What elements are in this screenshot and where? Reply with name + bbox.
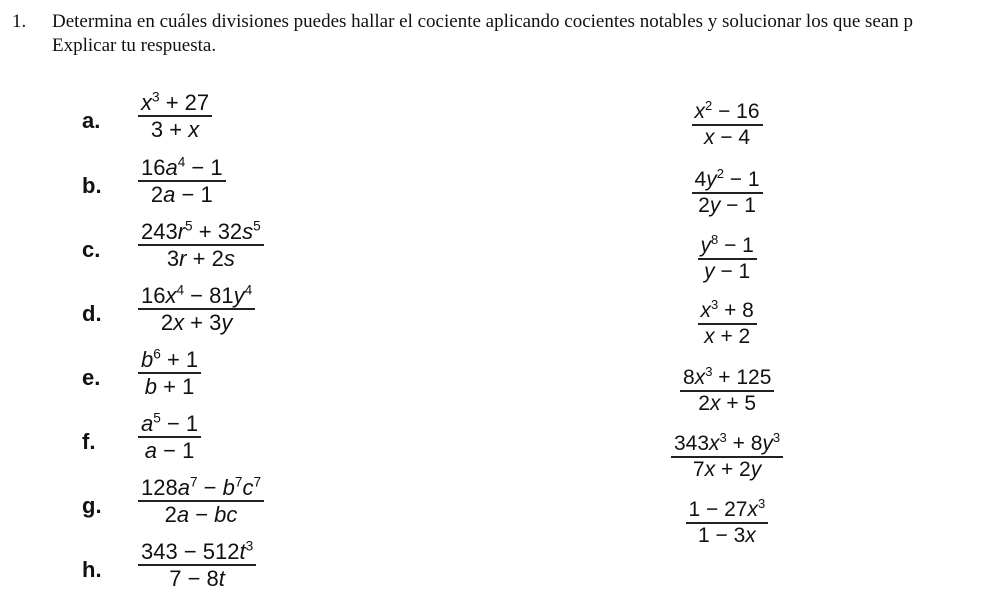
instruction-line-1: Determina en cuáles divisiones puedes hallar el cociente aplicando cocientes notables y solucionar los que sean p [52,11,914,32]
numerator: $343x^3 + 8y^3$ [674,429,781,455]
denominator: 7 − 8t [169,566,225,592]
numerator: $243r^5 + 32s^5$ [141,218,261,244]
instruction-line-2: Explicar tu respuesta. [52,35,217,56]
numerator: $4y^2 - 1$ [694,165,760,191]
exercise-label: b. [82,173,102,198]
numerator: $16a^4 - 1$ [141,154,223,180]
denominator: 3 + x [150,117,200,143]
fraction [692,165,763,218]
fraction [138,155,226,208]
fraction [138,283,255,336]
denominator: 1 − 3x [697,524,756,548]
exercise-label: f. [82,429,96,454]
denominator: 2y − 1 [698,194,756,218]
exercise-label: a. [82,108,101,133]
denominator: a − 1 [144,438,195,464]
fraction [698,296,757,349]
fraction [138,347,201,400]
numerator: $128a^7 - b^7c^7$ [141,474,262,500]
exercise-label: h. [82,557,102,582]
fraction [138,90,212,143]
numerator: $16x^4 - 81y^4$ [141,282,253,308]
exercise-label: c. [82,237,101,262]
exercise-label: d. [82,301,102,326]
denominator: y − 1 [704,260,751,284]
fraction [138,539,256,592]
fraction [680,363,774,416]
numerator: $x^3 + 8$ [700,296,754,322]
denominator: x − 4 [703,126,751,150]
numerator: $8x^3 + 125$ [683,363,772,389]
numerator: $y^8 - 1$ [700,231,754,257]
numerator: $343 - 512t^3$ [141,538,254,564]
fraction [698,231,757,284]
fraction [138,219,264,272]
exercise-number: 1. [12,11,27,32]
exercise-label: e. [82,365,101,390]
denominator: x + 2 [704,325,751,349]
denominator: 2x + 3y [160,310,233,336]
numerator: $x^2 - 16$ [694,97,760,123]
fraction [138,475,264,528]
numerator: $1 - 27x^3$ [688,495,766,521]
fraction [692,97,763,150]
denominator: b + 1 [144,374,195,400]
fraction [671,429,783,482]
exercise-label: g. [82,493,102,518]
denominator: 3r + 2s [166,246,235,272]
numerator: $x^3 + 27$ [141,89,210,115]
denominator: 7x + 2y [692,458,762,482]
numerator: $b^6 + 1$ [141,346,199,372]
denominator: 2a − 1 [150,182,213,208]
fraction [686,495,769,548]
denominator: 2a − bc [164,502,238,528]
denominator: 2x + 5 [698,392,757,416]
numerator: $a^5 - 1$ [141,410,199,436]
fraction [138,411,201,464]
